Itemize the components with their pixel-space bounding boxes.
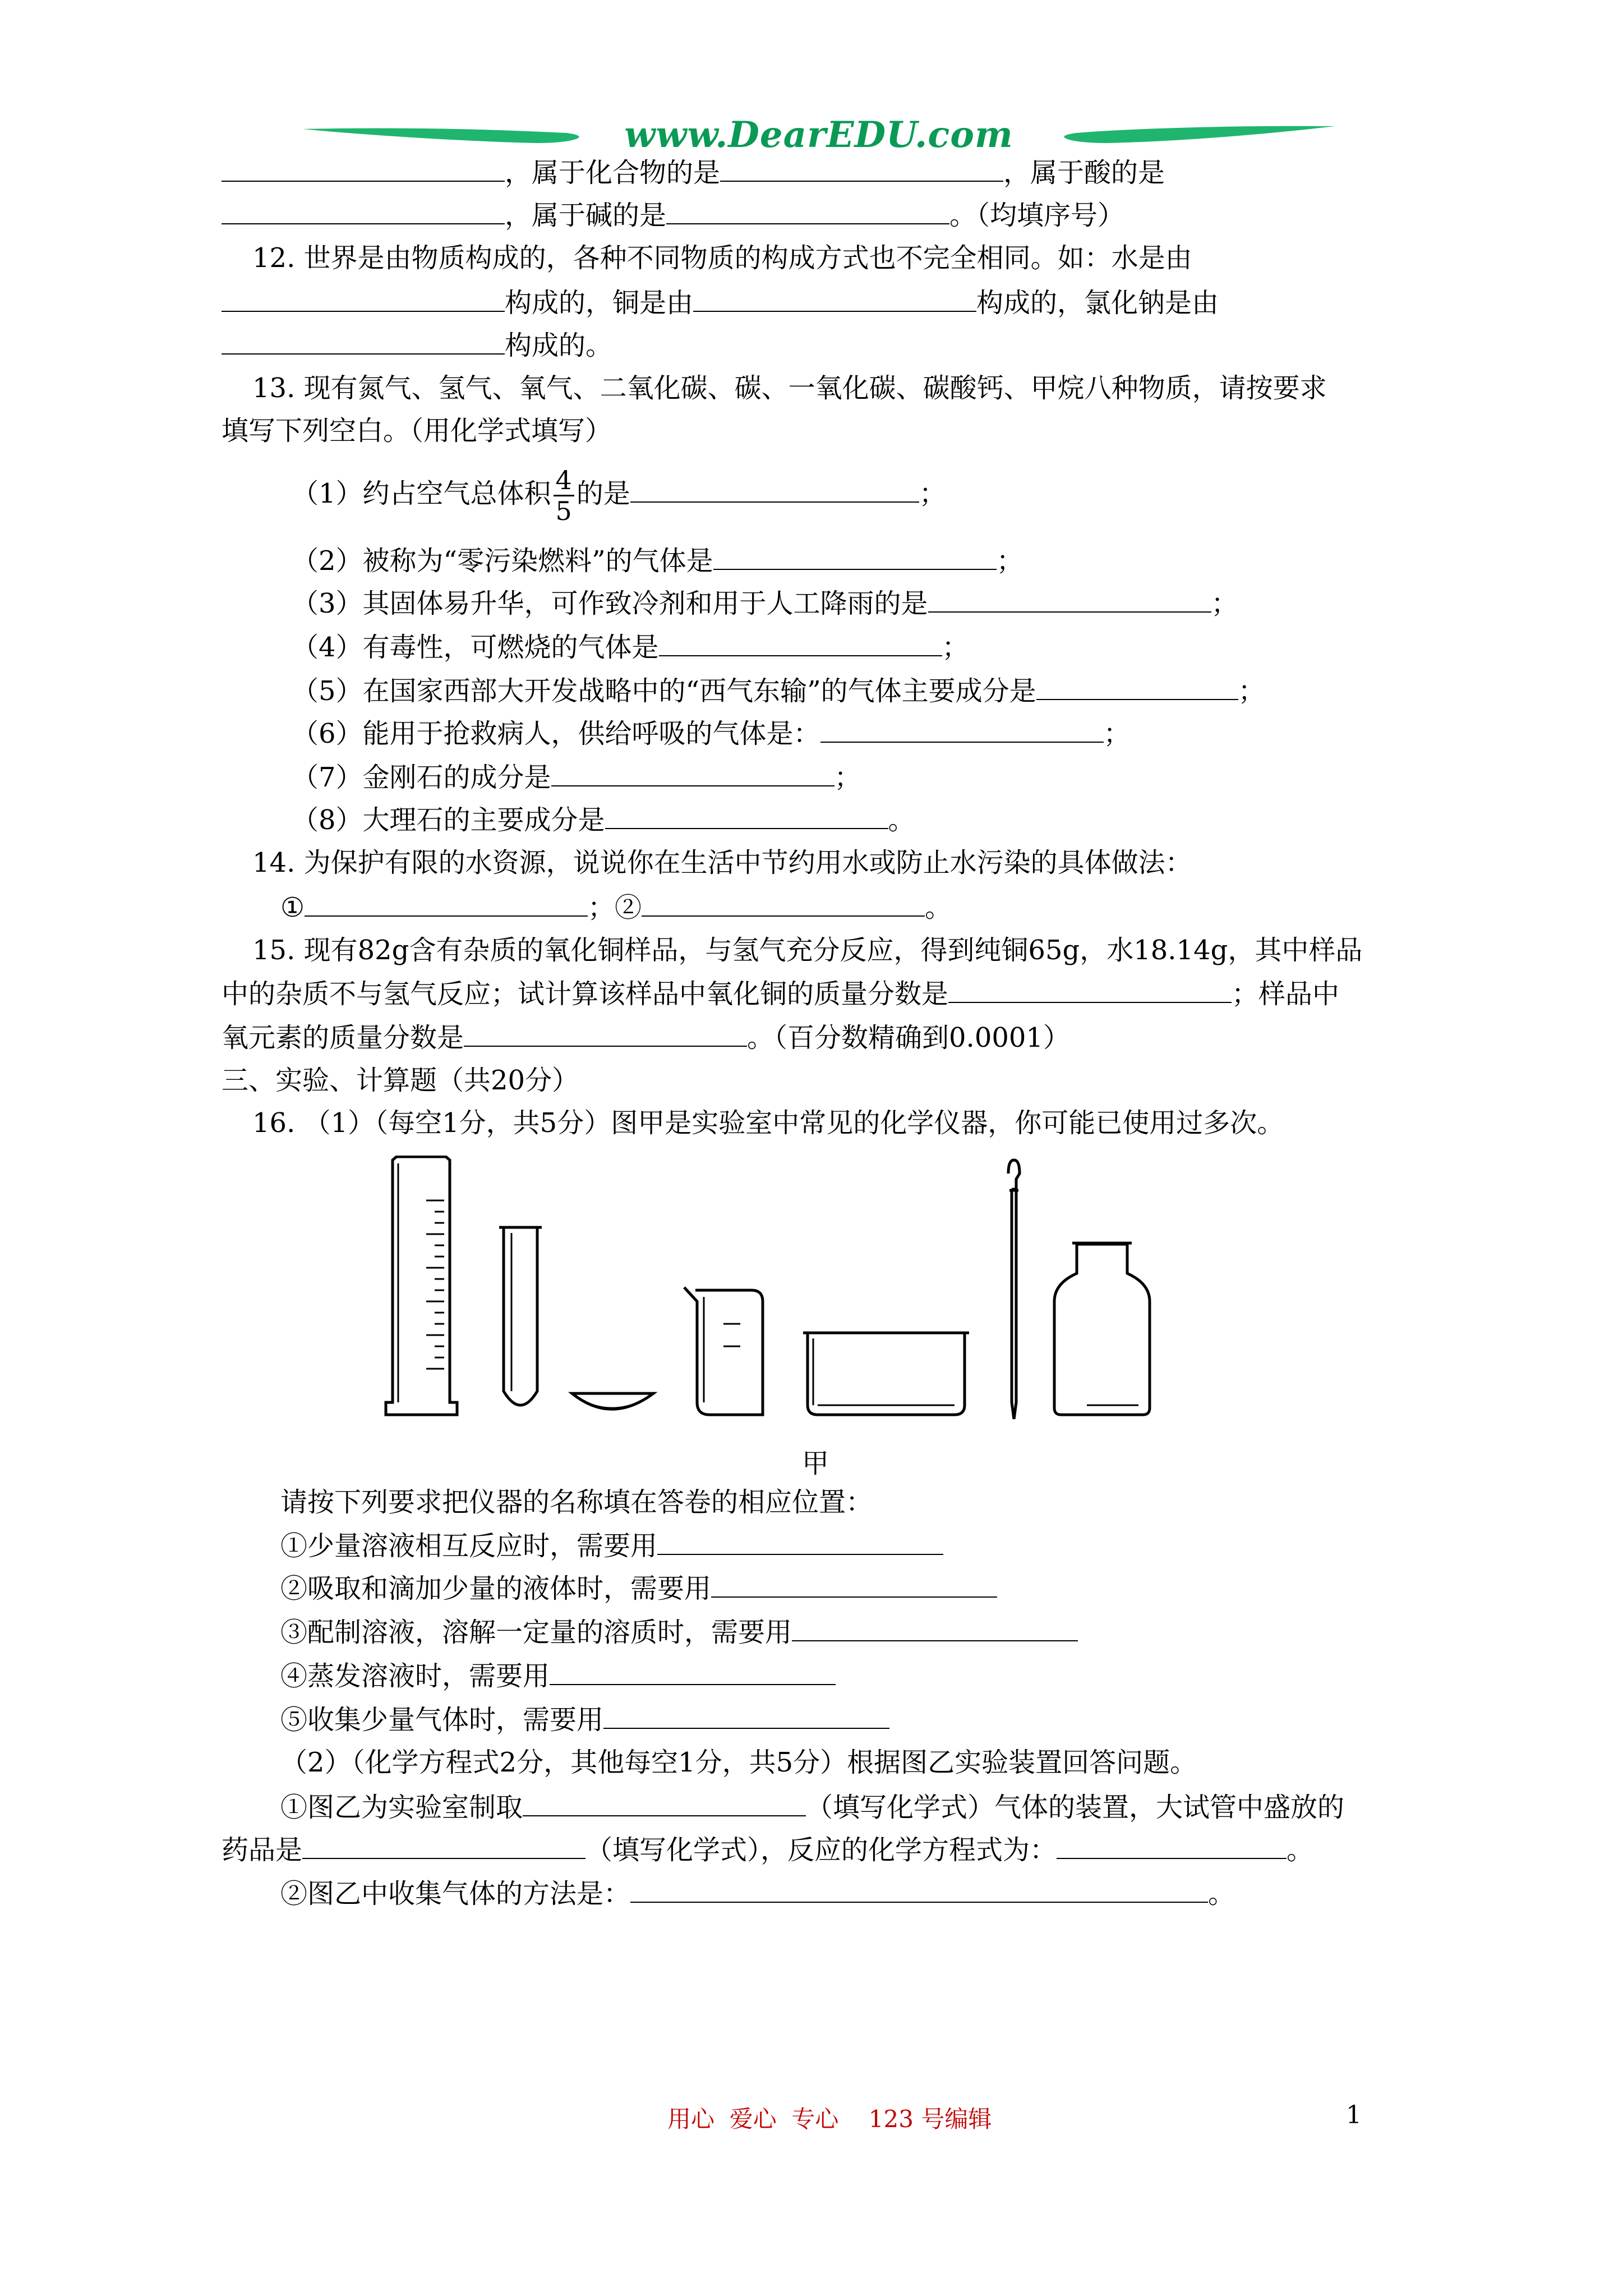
apparatus-drawing bbox=[381, 1156, 1256, 1419]
text: （5）在国家西部大开发战略中的“西气东输”的气体主要成分是 bbox=[292, 675, 1036, 707]
blank bbox=[222, 285, 505, 312]
q13-item-7 bbox=[292, 760, 861, 794]
blank bbox=[603, 1702, 889, 1729]
text: ； bbox=[919, 478, 946, 509]
text: 构成的，氯化钠是由 bbox=[976, 287, 1219, 319]
q16-instruction: 请按下列要求把仪器的名称填在答卷的相应位置： bbox=[280, 1487, 873, 1518]
q14-line-1: 14. 为保护有限的水资源，说说你在生活中节约用水或防止水污染的具体做法： bbox=[252, 847, 1192, 878]
section-3-heading: 三、实验、计算题（共20分） bbox=[222, 1065, 579, 1096]
text: ；② bbox=[588, 892, 642, 923]
text: ⑤收集少量气体时，需要用 bbox=[280, 1704, 604, 1736]
text: （填写化学式）气体的装置，大试管中盛放的 bbox=[806, 1792, 1345, 1823]
q12-line-2 bbox=[222, 285, 1219, 320]
q13-line-2: 填写下列空白。（用化学式填写） bbox=[222, 415, 612, 447]
blank bbox=[820, 716, 1104, 743]
q16-part-2-line-2 bbox=[222, 1832, 1313, 1867]
text: ④蒸发溶液时，需要用 bbox=[280, 1660, 550, 1692]
text: 。（均填序号） bbox=[949, 200, 1125, 231]
text: 。 bbox=[1287, 1834, 1314, 1866]
text: ，属于化合物的是 bbox=[505, 157, 721, 188]
beaker-icon bbox=[684, 1287, 763, 1415]
site-url: www.DearEDU.com bbox=[624, 114, 1013, 156]
fraction-denominator: 5 bbox=[555, 496, 572, 526]
dropper-icon bbox=[1008, 1160, 1020, 1419]
q12-line-3 bbox=[222, 328, 612, 362]
blank bbox=[222, 328, 505, 355]
blank bbox=[305, 890, 588, 917]
text: 药品是 bbox=[222, 1834, 303, 1866]
blank bbox=[657, 1528, 943, 1555]
text: （填写化学式），反应的化学方程式为： bbox=[585, 1834, 1057, 1866]
evaporating-dish-icon bbox=[572, 1393, 653, 1409]
text: ，属于酸的是 bbox=[1003, 157, 1165, 188]
blank bbox=[659, 629, 942, 656]
text: ①图乙为实验室制取 bbox=[280, 1792, 523, 1823]
blank bbox=[792, 1614, 1078, 1641]
blank bbox=[551, 760, 834, 786]
q13-item-8 bbox=[292, 802, 915, 837]
q15-line-3 bbox=[222, 1020, 1070, 1055]
text: ； bbox=[1238, 675, 1265, 707]
q16-item-3 bbox=[280, 1614, 1078, 1649]
q15-line-1: 15. 现有82g含有杂质的氧化铜样品，与氢气充分反应，得到纯铜65g，水18.14g，其中样品 bbox=[252, 935, 1363, 966]
q13-line-1: 13. 现有氮气、氢气、氧气、二氧化碳、碳、一氧化碳、碳酸钙、甲烷八种物质，请按要求 bbox=[252, 372, 1327, 404]
blank bbox=[222, 155, 505, 182]
q16-item-1 bbox=[280, 1528, 943, 1563]
q16-part-2-line-3 bbox=[280, 1876, 1235, 1911]
gas-collecting-bottle-icon bbox=[1054, 1243, 1150, 1415]
blank bbox=[948, 976, 1232, 1003]
q13-item-1 bbox=[292, 466, 946, 526]
q16-item-5 bbox=[280, 1702, 889, 1737]
blank bbox=[630, 1876, 1208, 1903]
q12-line-1: 12. 世界是由物质构成的，各种不同物质的构成方式也不完全相同。如：水是由 bbox=[252, 242, 1192, 274]
fraction bbox=[554, 466, 574, 526]
text: ； bbox=[834, 762, 861, 793]
blank bbox=[302, 1832, 585, 1859]
figure-caption: 甲 bbox=[802, 1448, 829, 1479]
fraction-numerator: 4 bbox=[554, 466, 574, 496]
text: （4）有毒性，可燃烧的气体是 bbox=[292, 632, 659, 663]
line-1 bbox=[222, 155, 1165, 190]
text: ； bbox=[996, 545, 1023, 577]
q13-item-4 bbox=[292, 629, 969, 664]
text: （6）能用于抢救病人，供给呼吸的气体是： bbox=[292, 718, 820, 749]
page-number: 1 bbox=[1346, 2101, 1362, 2129]
text: ③配制溶液，溶解一定量的溶质时，需要用 bbox=[280, 1617, 792, 1648]
q16-line-1: 16. （1）（每空1分，共5分）图甲是实验室中常见的化学仪器，你可能已使用过多次。 bbox=[252, 1107, 1284, 1139]
text: ②吸取和滴加少量的液体时，需要用 bbox=[280, 1573, 712, 1604]
blank bbox=[1057, 1832, 1287, 1859]
text: ； bbox=[942, 632, 969, 663]
q15-line-2 bbox=[222, 976, 1339, 1011]
blank bbox=[666, 197, 949, 224]
blank bbox=[720, 155, 1003, 182]
text: （2）被称为“零污染燃料”的气体是 bbox=[292, 545, 713, 577]
text: 的是 bbox=[576, 478, 630, 509]
blank bbox=[1036, 673, 1238, 700]
graduated-cylinder-icon bbox=[386, 1157, 457, 1415]
text: 中的杂质不与氢气反应；试计算该样品中氧化铜的质量分数是 bbox=[222, 978, 949, 1010]
text: ②图乙中收集气体的方法是： bbox=[280, 1878, 631, 1910]
blank bbox=[711, 1571, 997, 1598]
q13-item-5 bbox=[292, 673, 1265, 708]
text: 构成的。 bbox=[505, 330, 613, 361]
q13-item-2 bbox=[292, 543, 1023, 578]
text: 。 bbox=[925, 892, 952, 923]
blank bbox=[642, 890, 925, 917]
blank bbox=[523, 1789, 806, 1816]
blank bbox=[464, 1020, 747, 1047]
q16-part-2: （2）（化学方程式2分，其他每空1分，共5分）根据图乙实验装置回答问题。 bbox=[280, 1747, 1197, 1778]
q16-part-2-line-1 bbox=[280, 1789, 1344, 1824]
text: 氧元素的质量分数是 bbox=[222, 1022, 464, 1053]
line-2 bbox=[222, 197, 1124, 232]
blank bbox=[630, 476, 919, 503]
text: （8）大理石的主要成分是 bbox=[292, 804, 605, 836]
text: ； bbox=[1103, 718, 1131, 749]
text: ①少量溶液相互反应时，需要用 bbox=[280, 1530, 658, 1562]
text: 。（百分数精确到0.0001） bbox=[747, 1022, 1070, 1053]
footer-note: 用心 爱心 专心 123 号编辑 bbox=[667, 2105, 992, 2133]
text: ① bbox=[280, 892, 305, 923]
text: （3）其固体易升华，可作致冷剂和用于人工降雨的是 bbox=[292, 588, 928, 619]
text: 构成的，铜是由 bbox=[505, 287, 694, 319]
q16-item-2 bbox=[280, 1571, 997, 1605]
blank bbox=[713, 543, 997, 570]
test-tube-icon bbox=[499, 1227, 542, 1405]
text: （7）金刚石的成分是 bbox=[292, 762, 551, 793]
text: ； bbox=[1211, 588, 1238, 619]
text: ，属于碱的是 bbox=[505, 200, 667, 231]
q13-item-3 bbox=[292, 586, 1238, 620]
site-header-banner bbox=[303, 109, 1335, 160]
blank bbox=[550, 1658, 836, 1685]
q13-item-6 bbox=[292, 716, 1131, 751]
water-trough-icon bbox=[803, 1333, 969, 1415]
text: 。 bbox=[888, 804, 915, 836]
blank bbox=[222, 197, 505, 224]
text: ；样品中 bbox=[1232, 978, 1340, 1010]
q16-item-4 bbox=[280, 1658, 836, 1693]
blank bbox=[928, 586, 1211, 613]
text: 。 bbox=[1208, 1878, 1235, 1910]
q14-line-2 bbox=[280, 890, 952, 924]
blank bbox=[693, 285, 976, 312]
lab-apparatus-figure bbox=[381, 1156, 1256, 1419]
blank bbox=[605, 802, 888, 829]
text: （1）约占空气总体积 bbox=[292, 478, 551, 509]
